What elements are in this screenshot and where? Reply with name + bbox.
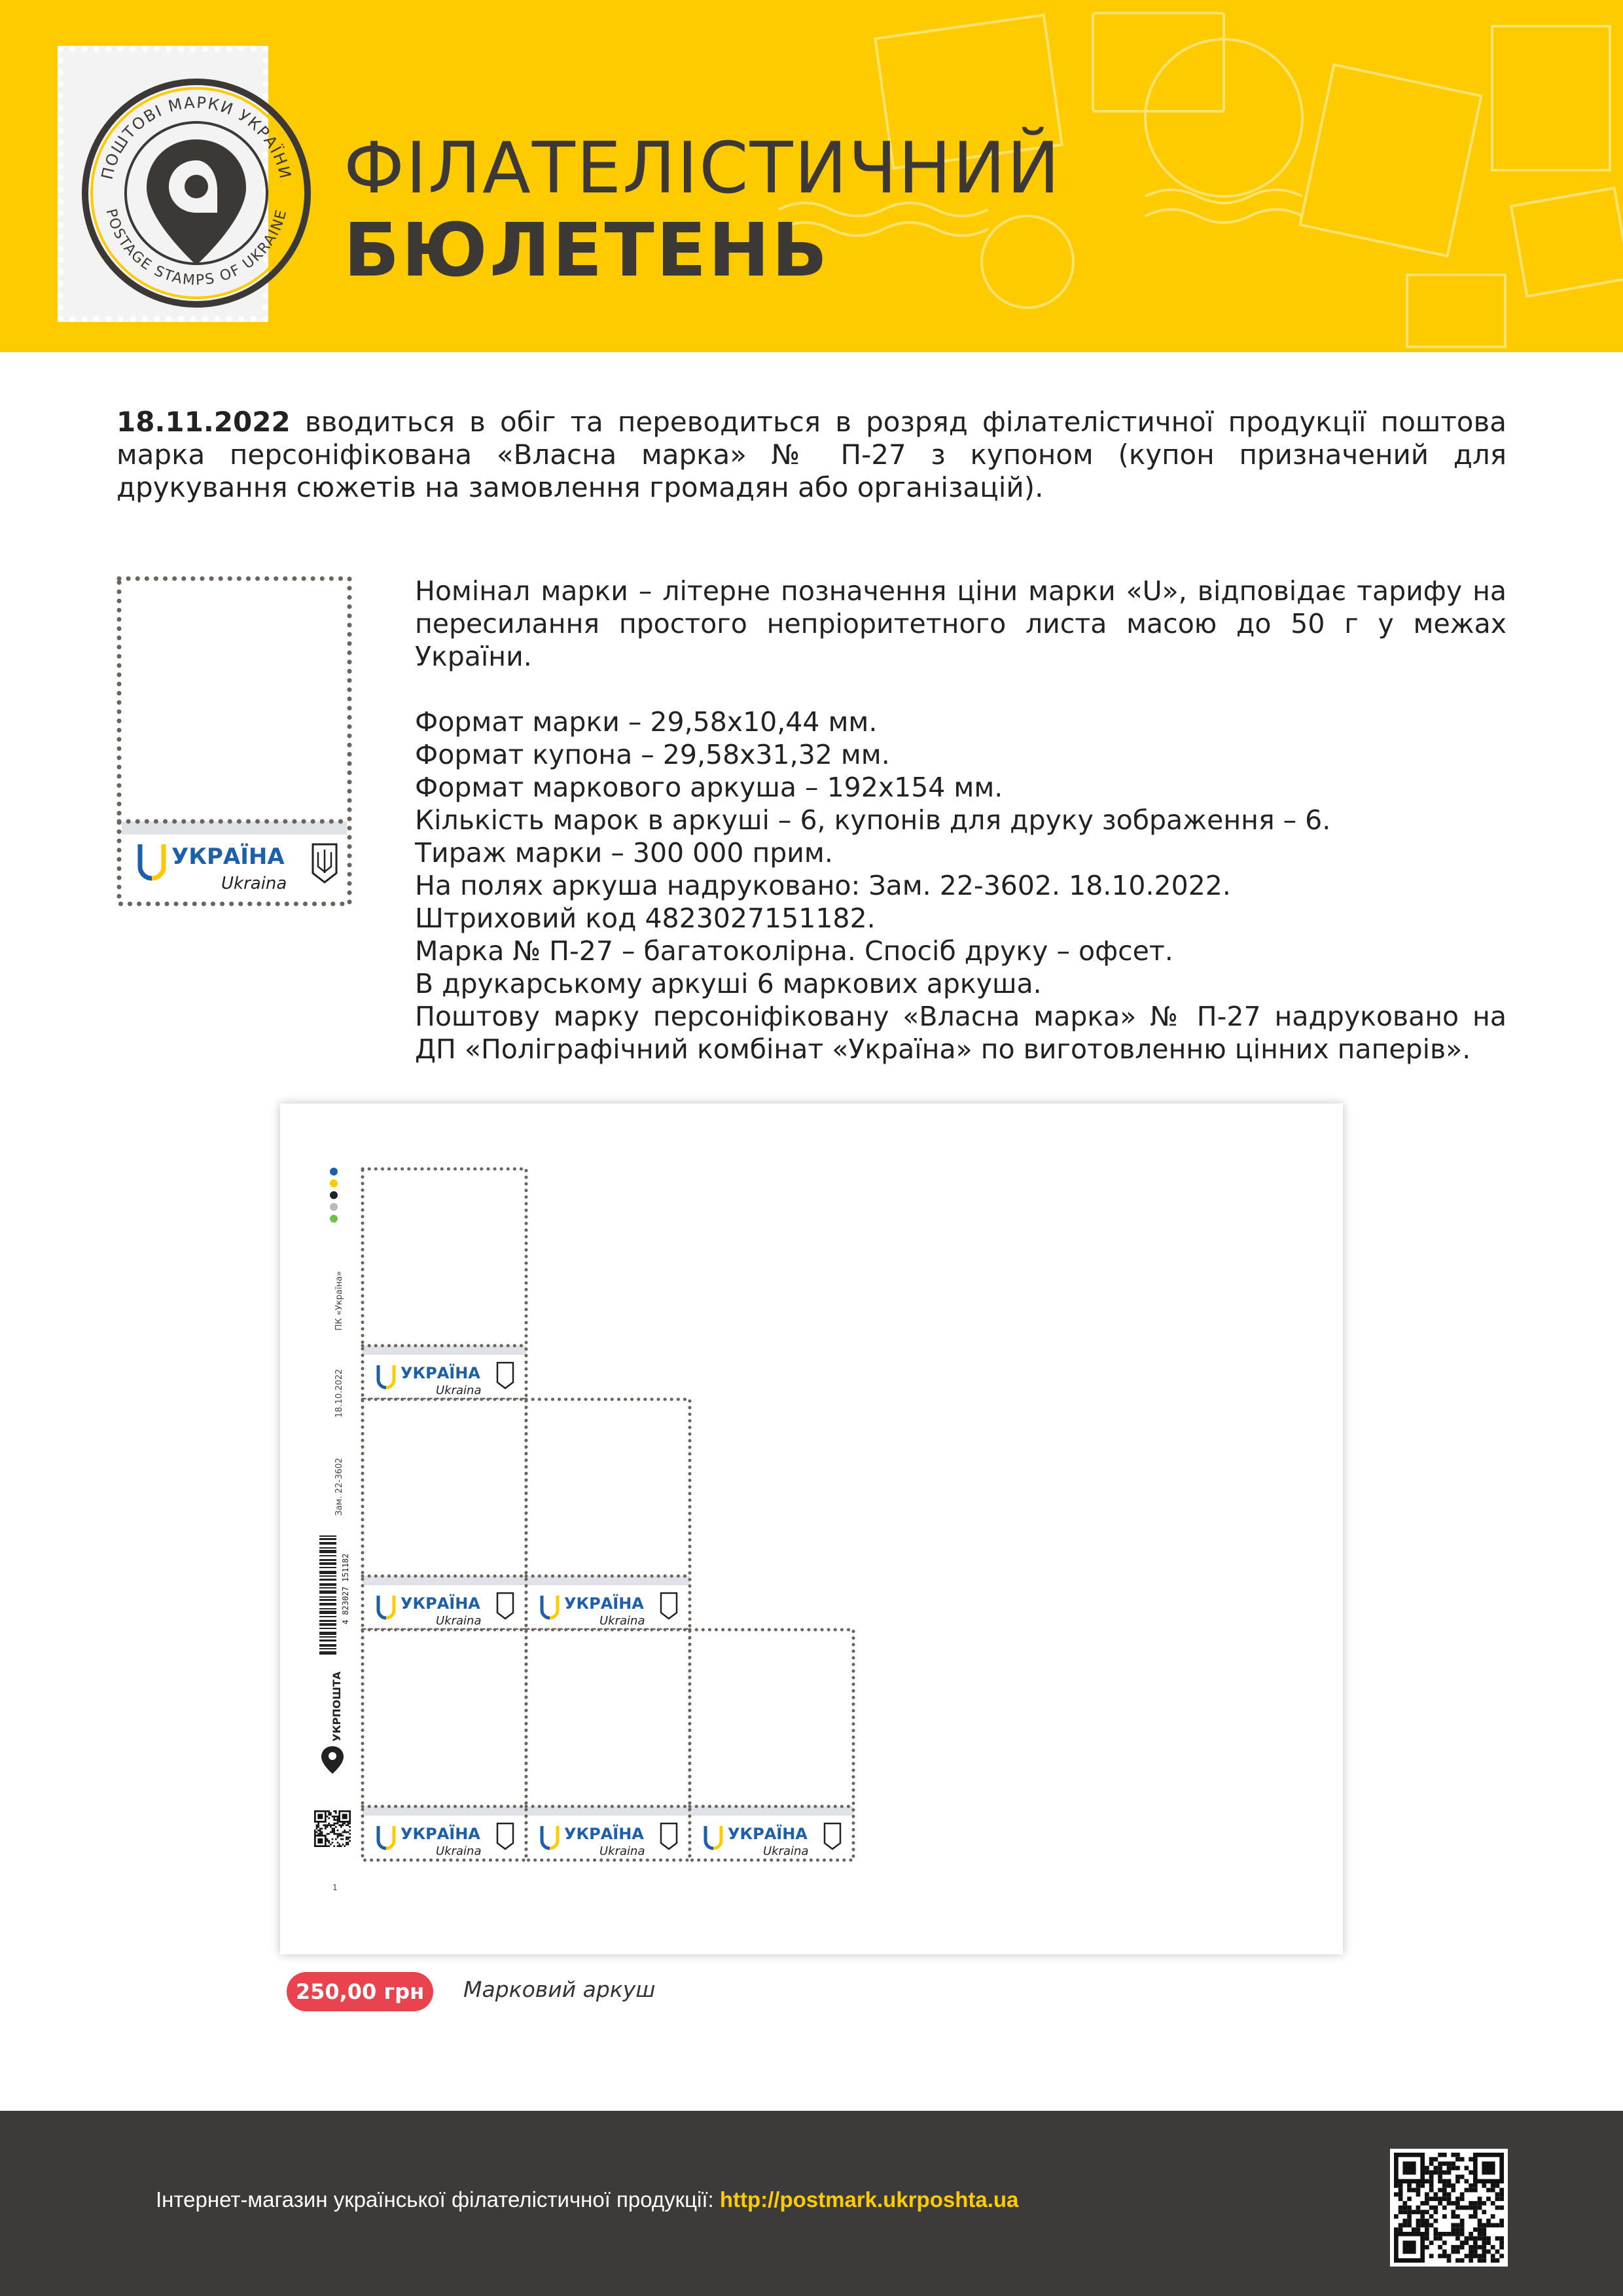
detail-line: В друкарському аркуші 6 маркових аркуша. bbox=[415, 968, 1042, 999]
shop-link[interactable]: http://postmark.ukrposhta.ua bbox=[719, 2187, 1019, 2212]
svg-text:УКРАЇНА: УКРАЇНА bbox=[401, 1364, 480, 1382]
svg-text:Ukraina: Ukraina bbox=[599, 1844, 645, 1858]
color-dot bbox=[330, 1215, 338, 1223]
svg-text:УКРАЇНА: УКРАЇНА bbox=[564, 1594, 644, 1613]
sheet-stamp bbox=[526, 1630, 690, 1860]
margin-order-text: Зам. 22-3602 bbox=[334, 1458, 344, 1516]
sheet-stamp bbox=[526, 1399, 690, 1630]
svg-text:Ukraina: Ukraina bbox=[436, 1614, 482, 1628]
sheet-stamp bbox=[363, 1630, 526, 1860]
svg-text:УКРАЇНА: УКРАЇНА bbox=[401, 1594, 480, 1613]
stamp-brand-sub: Ukraina bbox=[221, 874, 287, 893]
color-dots bbox=[330, 1168, 338, 1223]
sheet-stamps bbox=[363, 1169, 853, 1860]
svg-text:Ukraina: Ukraina bbox=[436, 1384, 482, 1397]
ukrposhta-logo-icon bbox=[321, 1671, 344, 1774]
detail-line: Марка № П-27 – багатоколірна. Спосіб друку – офсет. bbox=[415, 935, 1173, 967]
single-stamp-image bbox=[116, 576, 352, 906]
detail-line: Формат купона – 29,58х31,32 мм. bbox=[415, 739, 890, 770]
detail-line: Тираж марки – 300 000 прим. bbox=[415, 837, 833, 869]
footer-qr-code-icon bbox=[1390, 2149, 1508, 2267]
svg-text:УКРАЇНА: УКРАЇНА bbox=[728, 1825, 808, 1843]
svg-text:Ukraina: Ukraina bbox=[436, 1844, 482, 1858]
issue-date: 18.11.2022 bbox=[116, 406, 291, 438]
logo-top-text: ПОШТОВІ МАРКИ УКРАЇНИ bbox=[98, 93, 295, 181]
intro-paragraph bbox=[116, 406, 1507, 504]
color-dot bbox=[330, 1203, 338, 1211]
intro-text: вводиться в обіг та переводиться в розряд філателістичної продукції поштова марка персоніфікована «Власна марка» № П-27 з купоном (купон призначений для друкування сюжетів на замовлення громадян або організацій). bbox=[116, 406, 1507, 503]
color-dot bbox=[330, 1191, 338, 1199]
color-dot bbox=[330, 1179, 338, 1187]
sheet-caption: Марковий аркуш bbox=[463, 1977, 656, 2002]
sheet-brand-logo: УКРПОШТА bbox=[330, 1671, 343, 1742]
svg-text:Ukraina: Ukraina bbox=[599, 1614, 645, 1628]
stamp-description bbox=[415, 575, 1507, 1066]
detail-line: Кількість марок в аркуші – 6, купонів для друку зображення – 6. bbox=[415, 804, 1331, 836]
sheet-stamp bbox=[690, 1630, 853, 1860]
sheet-qr-code-icon bbox=[314, 1810, 351, 1847]
bulletin-title-line2: БЮЛЕТЕНЬ bbox=[344, 208, 830, 293]
svg-text:Ukraina: Ukraina bbox=[763, 1844, 809, 1858]
price-badge: 250,00 грн bbox=[287, 1972, 433, 2011]
header-banner bbox=[0, 0, 1623, 352]
sheet-stamp bbox=[363, 1169, 526, 1399]
color-dot bbox=[330, 1168, 338, 1175]
stamp-brand-text: УКРАЇНА bbox=[171, 844, 285, 870]
ukrposhta-seal-logo bbox=[79, 75, 314, 311]
stamp-sheet-image bbox=[280, 1103, 1343, 1954]
sheet-number: 1 bbox=[332, 1883, 338, 1892]
footer-text bbox=[156, 2187, 1018, 2212]
printer-text: Поштову марку персоніфіковану «Власна марка» № П-27 надруковано на ДП «Поліграфічний комбінат «Україна» по виготовленню цінних паперів». bbox=[415, 1001, 1507, 1065]
barcode-icon bbox=[319, 1535, 336, 1655]
detail-line: Формат маркового аркуша – 192х154 мм. bbox=[415, 772, 1003, 803]
logo-bottom-text: POSTAGE STAMPS OF UKRAINE bbox=[102, 207, 291, 289]
margin-date-text: 18.10.2022 bbox=[334, 1369, 344, 1418]
footer-label: Інтернет-магазин української філателістичної продукції: bbox=[156, 2187, 720, 2212]
barcode-digits: 4 823027 151182 bbox=[341, 1553, 350, 1624]
nominal-text: Номінал марки – літерне позначення ціни марки «U», відповідає тарифу на пересилання простого непріоритетного листа масою до 50 г у межах України. bbox=[415, 575, 1507, 672]
sheet-stamp bbox=[363, 1399, 526, 1630]
svg-text:УКРАЇНА: УКРАЇНА bbox=[401, 1825, 480, 1843]
detail-line: Формат марки – 29,58х10,44 мм. bbox=[415, 706, 878, 738]
svg-text:УКРАЇНА: УКРАЇНА bbox=[564, 1825, 644, 1843]
detail-line: Штриховий код 4823027151182. bbox=[415, 903, 876, 934]
detail-line: На полях аркуша надруковано: Зам. 22-3602. 18.10.2022. bbox=[415, 870, 1231, 901]
bulletin-title-line1: ФІЛАТЕЛІСТИЧНИЙ bbox=[344, 128, 1061, 209]
margin-printer-text: ПК «Україна» bbox=[334, 1270, 344, 1331]
